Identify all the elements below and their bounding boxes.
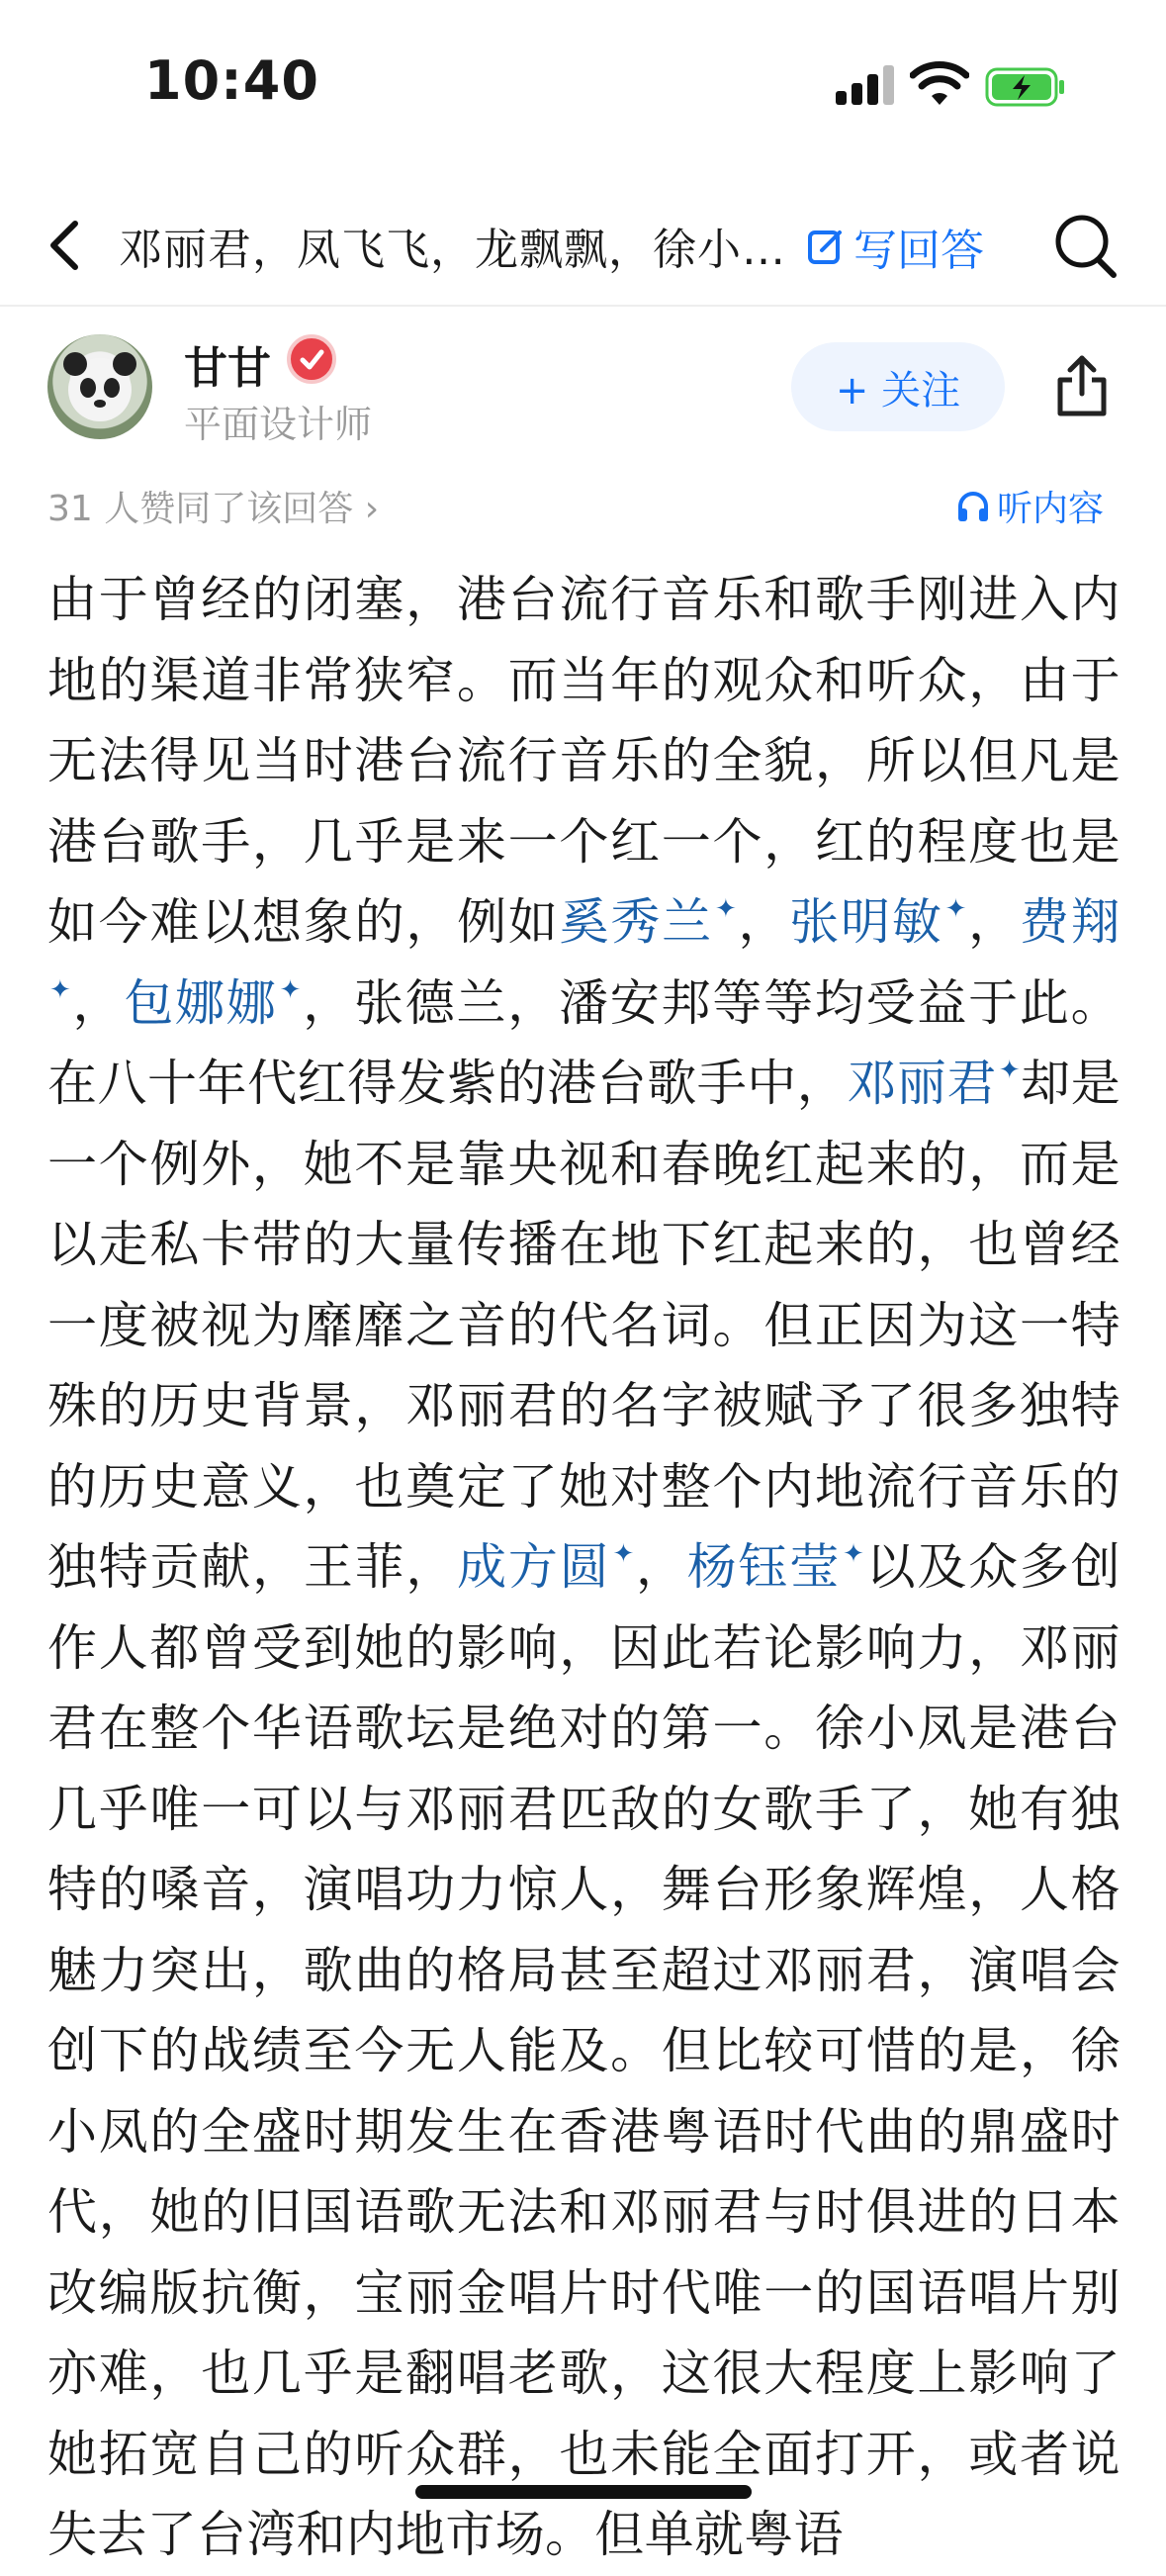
answer-text: 以及众多创作人都曾受到她的影响，因此若论影响力，邓丽君在整个华语歌坛是绝对的第一。徐小凤是港台几乎唯一可以与邓丽君匹敌的女歌手了，她有独特的嗓音，演唱功力惊人，舞台形象辉煌，人格魅力突出，歌曲的格局甚至超过邓丽君，演唱会创下的战绩至今无人能及。但比较可惜的是，徐小凤的全盛时期发生在香港粤语时代曲的鼎盛时代，她的旧国语歌无法和邓丽君与时俱进的日本改编版抗衡，宝丽金唱片时代唯一的国语唱片别亦难，也几乎是翻唱老歌，这很大程度上影响了她拓宽自己的听众群，也未能全面打开，或者说失去了台湾和内地市场。但单就粤语 — [47, 1538, 1121, 2563]
headphones-icon — [955, 489, 991, 524]
question-title[interactable]: 邓丽君，凤飞飞，龙飘飘，徐小… — [119, 225, 786, 275]
link-mark-icon: ✦ — [612, 1539, 635, 1569]
entity-link-fei-xiang[interactable]: 费翔✦ — [49, 893, 1121, 1005]
status-bar — [0, 0, 1166, 148]
edit-icon — [806, 227, 846, 266]
entity-link-cheng-fangyuan[interactable]: 成方圆✦ — [457, 1538, 635, 1596]
likes-summary[interactable]: 31 人赞同了该回答 › — [47, 489, 380, 529]
answer-text: 却是一个例外，她不是靠央视和春晚红起来的，而是以走私卡带的大量传播在地下红起来的，也曾经一度被视为靡靡之音的代名词。但正因为这一特殊的历史背景，邓丽君的名字被赋予了很多独特的历史意义，也奠定了她对整个内地流行音乐的独特贡献，王菲， — [47, 1055, 1121, 1596]
link-mark-icon: ✦ — [714, 894, 738, 924]
entity-link-deng-lijun[interactable]: 邓丽君✦ — [847, 1055, 1021, 1112]
battery-charging-icon — [985, 67, 1066, 107]
nav-bar — [0, 188, 1166, 307]
author-title: 平面设计师 — [184, 403, 373, 446]
link-mark-icon: ✦ — [998, 1056, 1021, 1085]
entity-link-zhang-mingmin[interactable]: 张明敏✦ — [789, 893, 967, 951]
cellular-signal-icon — [836, 65, 895, 105]
back-chevron-icon[interactable] — [40, 210, 89, 281]
search-icon[interactable] — [1050, 210, 1120, 281]
author-avatar[interactable] — [47, 334, 152, 439]
home-indicator[interactable] — [415, 2485, 752, 2499]
wifi-icon — [910, 61, 969, 107]
listen-label: 听内容 — [997, 489, 1105, 529]
answer-text: ，张德兰，潘安邦等等均受益于此。在八十年代红得发紫的港台歌手中， — [47, 973, 1121, 1112]
answer-body: 由于曾经的闭塞，港台流行音乐和歌手刚进入内地的渠道非常狭窄。而当年的观众和听众，由于无法得见当时港台流行音乐的全貌，所以但凡是港台歌手，几乎是来一个红一个，红的程度也是如今难以想象的，例如奚秀兰✦，张明敏✦，费翔✦，包娜娜✦，张德兰，潘安邦等等均受益于此。在八十年代红得发紫的港台歌手中，邓丽君✦却是一个例外，她不是靠央视和春晚红起来的，而是以走私卡带的大量传播在地下红起来的，也曾经一度被视为靡靡之音的代名词。但正因为这一特殊的历史背景，邓丽君的名字被赋予了很多独特的历史意义，也奠定了她对整个内地流行音乐的独特贡献，王菲，成方圆✦，杨钰莹✦以及众多创作人都曾受到她的影响，因此若论影响力，邓丽君在整个华语歌坛是绝对的第一。徐小凤是港台几乎唯一可以与邓丽君匹敌的女歌手了，她有独特的嗓音，演唱功力惊人，舞台形象辉煌，人格魅力突出，歌曲的格局甚至超过邓丽君，演唱会创下的战绩至今无人能及。但比较可惜的是，徐小凤的全盛时期发生在香港粤语时代曲的鼎盛时代，她的旧国语歌无法和邓丽君与时俱进的日本改编版抗衡，宝丽金唱片时代唯一的国语唱片别亦难，也几乎是翻唱老歌，这很大程度上影响了她拓宽自己的听众群，也未能全面打开，或者说失去了台湾和内地市场。但单就粤语 — [47, 571, 1121, 2563]
link-mark-icon: ✦ — [49, 974, 72, 1005]
listen-content-button[interactable] — [955, 481, 1104, 531]
link-mark-icon: ✦ — [944, 894, 967, 924]
answer-text: 由于曾经的闭塞，港台流行音乐和歌手刚进入内地的渠道非常狭窄。而当年的观众和听众，由于无法得见当时港台流行音乐的全貌，所以但凡是港台歌手，几乎是来一个红一个，红的程度也是如今难以想象的，例如 — [47, 571, 1121, 951]
follow-button[interactable]: + 关注 — [791, 342, 1005, 431]
author-name[interactable]: 甘甘 — [184, 343, 271, 394]
link-mark-icon: ✦ — [843, 1539, 865, 1569]
link-mark-icon: ✦ — [279, 974, 302, 1005]
entity-link-yang-yuying[interactable]: 杨钰莹✦ — [686, 1538, 865, 1596]
write-answer-button[interactable] — [806, 212, 984, 281]
status-time: 10:40 — [144, 49, 319, 112]
panda-avatar-image — [47, 334, 152, 439]
share-icon[interactable] — [1052, 352, 1112, 419]
write-answer-label: 写回答 — [853, 226, 984, 276]
entity-link-xi-xiulan[interactable]: 奚秀兰✦ — [559, 893, 738, 951]
entity-link-bao-nana[interactable]: 包娜娜✦ — [124, 973, 302, 1032]
verified-badge-icon — [287, 334, 336, 384]
